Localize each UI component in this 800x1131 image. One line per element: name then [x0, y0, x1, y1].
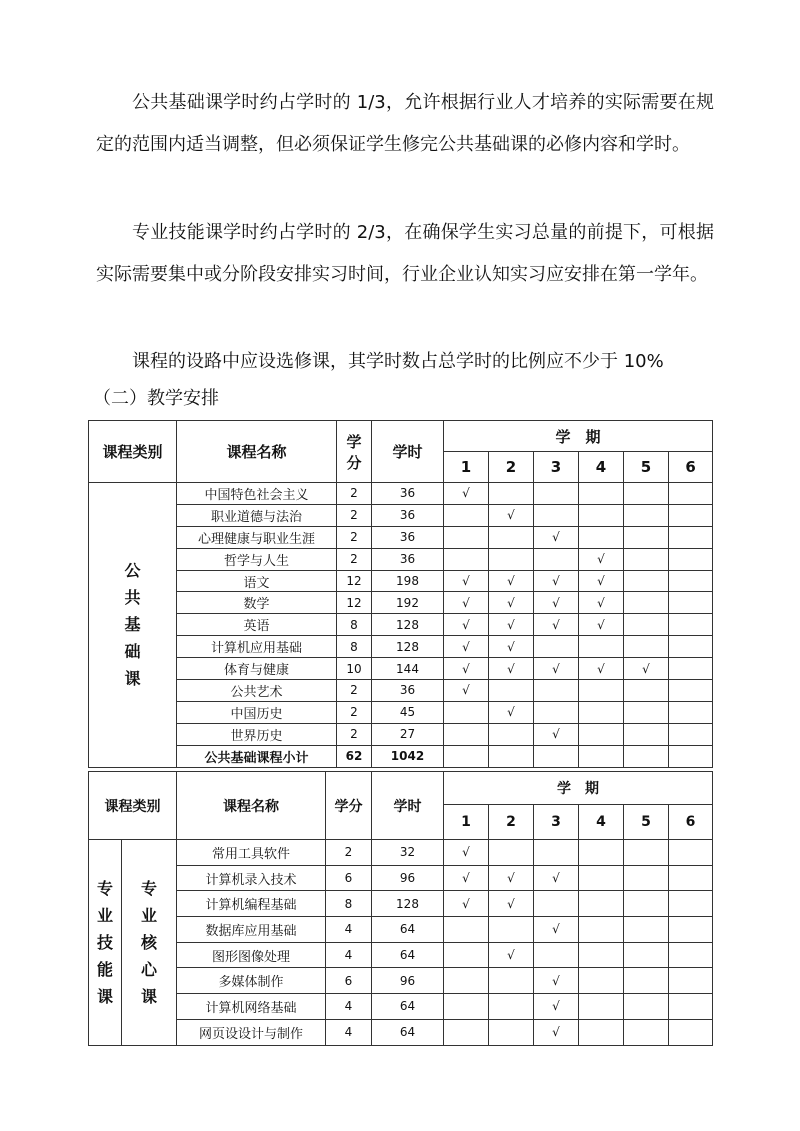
table-row — [89, 942, 713, 968]
term-check — [624, 994, 669, 1020]
term-check — [534, 636, 579, 658]
course-hours: 36 — [372, 548, 444, 570]
table-row — [89, 865, 713, 891]
term-check — [444, 1019, 489, 1045]
term-check: √ — [534, 968, 579, 994]
term-check — [489, 548, 534, 570]
course-name: 多媒体制作 — [177, 968, 326, 994]
course-hours: 96 — [372, 968, 444, 994]
course-name: 计算机录入技术 — [177, 865, 326, 891]
table-row — [89, 917, 713, 943]
subgroup-label-core-char: 心 — [140, 959, 157, 979]
course-name: 哲学与人生 — [177, 548, 337, 570]
course-name: 世界历史 — [177, 723, 337, 745]
term-check: √ — [444, 570, 489, 592]
term-check — [579, 994, 624, 1020]
course-name: 数据库应用基础 — [177, 917, 326, 943]
course-hours: 64 — [372, 994, 444, 1020]
group-label-public — [89, 483, 177, 768]
term-check — [579, 968, 624, 994]
empty-cell — [489, 745, 534, 767]
course-hours: 45 — [372, 701, 444, 723]
course-hours: 96 — [372, 865, 444, 891]
course-hours: 36 — [372, 483, 444, 505]
course-name: 英语 — [177, 614, 337, 636]
term-check — [579, 680, 624, 702]
term-check: √ — [444, 680, 489, 702]
term-check — [489, 723, 534, 745]
term-check — [579, 526, 624, 548]
subtotal-row — [89, 745, 713, 767]
term-check: √ — [534, 994, 579, 1020]
group-label-public-char: 课 — [124, 669, 141, 689]
term-check — [669, 614, 713, 636]
term-check — [669, 917, 713, 943]
table-row — [89, 636, 713, 658]
course-name: 计算机网络基础 — [177, 994, 326, 1020]
course-hours: 64 — [372, 1019, 444, 1045]
term-check: √ — [444, 840, 489, 866]
term-check — [534, 504, 579, 526]
term-check: √ — [489, 658, 534, 680]
term-check: √ — [489, 942, 534, 968]
term-check — [489, 526, 534, 548]
term-check: √ — [534, 526, 579, 548]
course-credits: 8 — [337, 636, 372, 658]
table-row — [89, 968, 713, 994]
header-credits-line1: 学 — [346, 432, 362, 451]
course-credits: 4 — [326, 994, 372, 1020]
table-row — [89, 658, 713, 680]
header-hours: 学时 — [372, 421, 444, 483]
group-label-professional-char: 专 — [96, 878, 113, 898]
term-check — [489, 680, 534, 702]
term-check — [624, 680, 669, 702]
course-hours: 36 — [372, 680, 444, 702]
term-check — [534, 680, 579, 702]
term-check — [624, 840, 669, 866]
course-credits: 8 — [337, 614, 372, 636]
term-check — [444, 723, 489, 745]
course-credits: 4 — [326, 942, 372, 968]
term-check — [624, 701, 669, 723]
course-name: 计算机编程基础 — [177, 891, 326, 917]
course-name: 图形图像处理 — [177, 942, 326, 968]
course-name: 网页设设计与制作 — [177, 1019, 326, 1045]
term-header: 1 — [444, 805, 489, 840]
term-header: 3 — [534, 805, 579, 840]
table-row — [89, 723, 713, 745]
term-check: √ — [489, 701, 534, 723]
term-check — [669, 1019, 713, 1045]
course-name: 心理健康与职业生涯 — [177, 526, 337, 548]
term-check — [579, 942, 624, 968]
table-row — [89, 701, 713, 723]
group-label-professional-char: 技 — [96, 932, 113, 952]
header-credits: 学分 — [326, 772, 372, 840]
term-check: √ — [489, 636, 534, 658]
course-credits: 10 — [337, 658, 372, 680]
term-check — [444, 994, 489, 1020]
header-semester: 学 期 — [444, 421, 713, 452]
term-check — [444, 968, 489, 994]
course-hours: 64 — [372, 917, 444, 943]
course-credits: 12 — [337, 592, 372, 614]
header-category: 课程类别 — [89, 772, 177, 840]
course-hours: 36 — [372, 504, 444, 526]
subtotal-label: 公共基础课程小计 — [177, 745, 337, 767]
term-check: √ — [444, 636, 489, 658]
term-check — [624, 1019, 669, 1045]
course-hours: 32 — [372, 840, 444, 866]
term-check: √ — [489, 570, 534, 592]
term-check: √ — [444, 614, 489, 636]
term-check: √ — [534, 917, 579, 943]
term-check — [669, 483, 713, 505]
term-header: 2 — [489, 805, 534, 840]
empty-cell — [579, 745, 624, 767]
course-hours: 36 — [372, 526, 444, 548]
group-label-public-char: 共 — [124, 588, 141, 608]
term-check — [534, 840, 579, 866]
term-check: √ — [534, 1019, 579, 1045]
subgroup-label-core-char: 核 — [140, 932, 157, 952]
term-check — [669, 840, 713, 866]
term-check — [669, 548, 713, 570]
term-check — [624, 942, 669, 968]
subgroup-label-core-char: 业 — [140, 905, 157, 925]
term-check — [534, 548, 579, 570]
course-credits: 8 — [326, 891, 372, 917]
term-check — [624, 570, 669, 592]
subgroup-label-core-char: 课 — [140, 986, 157, 1006]
course-hours: 27 — [372, 723, 444, 745]
term-check: √ — [444, 891, 489, 917]
course-name: 计算机应用基础 — [177, 636, 337, 658]
empty-cell — [444, 745, 489, 767]
header-credits — [337, 421, 372, 483]
term-check: √ — [534, 723, 579, 745]
course-credits: 4 — [326, 1019, 372, 1045]
table-row — [89, 548, 713, 570]
course-name: 常用工具软件 — [177, 840, 326, 866]
term-check — [669, 723, 713, 745]
term-check — [444, 701, 489, 723]
paragraph-electives: 课程的设路中应设选修课，其学时数占总学时的比例应不少于 10% — [132, 351, 664, 372]
term-check: √ — [489, 614, 534, 636]
term-check — [669, 526, 713, 548]
term-header: 5 — [624, 452, 669, 483]
term-check — [669, 636, 713, 658]
table-row — [89, 1019, 713, 1045]
course-credits: 6 — [326, 968, 372, 994]
group-label-professional-char: 能 — [96, 959, 113, 979]
term-check — [669, 701, 713, 723]
group-label-professional-char: 课 — [96, 986, 113, 1006]
course-hours: 198 — [372, 570, 444, 592]
table-row — [89, 840, 713, 866]
term-header: 6 — [669, 452, 713, 483]
section-heading: （二）教学安排 — [93, 388, 219, 409]
paragraph-public-courses: 公共基础课学时约占学时的 1/3，允许根据行业人才培养的实际需要在规定的范围内适当调整，但必须保证学生修完公共基础课的必修内容和学时。 — [96, 92, 714, 155]
term-check — [669, 968, 713, 994]
term-check — [489, 1019, 534, 1045]
group-label-professional-char: 业 — [96, 905, 113, 925]
term-check — [579, 504, 624, 526]
term-check — [489, 840, 534, 866]
term-check — [579, 917, 624, 943]
term-check — [624, 917, 669, 943]
term-check — [669, 994, 713, 1020]
term-header: 6 — [669, 805, 713, 840]
term-check — [579, 636, 624, 658]
table-row — [89, 570, 713, 592]
header-course-name: 课程名称 — [177, 772, 326, 840]
term-header: 3 — [534, 452, 579, 483]
term-header: 5 — [624, 805, 669, 840]
term-check — [669, 865, 713, 891]
course-hours: 128 — [372, 636, 444, 658]
header-category: 课程类别 — [89, 421, 177, 483]
course-name: 中国历史 — [177, 701, 337, 723]
term-check — [624, 483, 669, 505]
term-check — [579, 1019, 624, 1045]
group-label-public-char: 基 — [124, 615, 141, 635]
group-label-public-char: 公 — [124, 561, 141, 581]
table-row — [89, 483, 713, 505]
course-hours: 128 — [372, 614, 444, 636]
term-check: √ — [444, 658, 489, 680]
term-check: √ — [579, 658, 624, 680]
term-check — [534, 891, 579, 917]
header-semester: 学 期 — [444, 772, 713, 805]
term-check: √ — [534, 614, 579, 636]
course-credits: 2 — [337, 548, 372, 570]
term-check: √ — [624, 658, 669, 680]
course-name: 语文 — [177, 570, 337, 592]
course-name: 中国特色社会主义 — [177, 483, 337, 505]
term-check — [669, 592, 713, 614]
term-check: √ — [579, 570, 624, 592]
term-check: √ — [534, 570, 579, 592]
course-hours: 192 — [372, 592, 444, 614]
course-credits: 4 — [326, 917, 372, 943]
group-label-professional — [89, 840, 122, 1046]
table-row — [89, 891, 713, 917]
course-credits: 2 — [337, 680, 372, 702]
term-check — [579, 891, 624, 917]
term-check: √ — [579, 548, 624, 570]
course-credits: 6 — [326, 865, 372, 891]
subgroup-label-core — [122, 840, 177, 1046]
term-check — [669, 891, 713, 917]
term-check — [489, 994, 534, 1020]
group-label-public-char: 础 — [124, 642, 141, 662]
term-check — [444, 942, 489, 968]
term-check: √ — [444, 483, 489, 505]
subtotal-credits: 62 — [337, 745, 372, 767]
course-name: 职业道德与法治 — [177, 504, 337, 526]
header-course-name: 课程名称 — [177, 421, 337, 483]
term-header: 4 — [579, 805, 624, 840]
term-check: √ — [534, 865, 579, 891]
table-row — [89, 526, 713, 548]
term-check — [534, 701, 579, 723]
header-credits-line2: 分 — [346, 453, 362, 472]
course-credits: 2 — [337, 504, 372, 526]
course-name: 公共艺术 — [177, 680, 337, 702]
term-check: √ — [489, 504, 534, 526]
term-header: 4 — [579, 452, 624, 483]
course-credits: 2 — [337, 723, 372, 745]
term-check — [669, 570, 713, 592]
table-row — [89, 504, 713, 526]
public-courses-table — [88, 420, 713, 768]
term-check — [624, 723, 669, 745]
term-check: √ — [579, 592, 624, 614]
table-row — [89, 680, 713, 702]
term-check — [624, 548, 669, 570]
term-check: √ — [579, 614, 624, 636]
term-check — [624, 891, 669, 917]
term-check — [444, 917, 489, 943]
course-credits: 2 — [337, 526, 372, 548]
term-check — [489, 917, 534, 943]
term-check — [624, 614, 669, 636]
empty-cell — [534, 745, 579, 767]
term-check: √ — [489, 865, 534, 891]
term-check: √ — [534, 658, 579, 680]
term-check — [624, 865, 669, 891]
term-check — [444, 504, 489, 526]
term-check: √ — [489, 592, 534, 614]
course-credits: 2 — [326, 840, 372, 866]
term-check — [444, 548, 489, 570]
paragraph-professional-courses: 专业技能课学时约占学时的 2/3，在确保学生实习总量的前提下，可根据实际需要集中或分阶段安排实习时间，行业企业认知实习应安排在第一学年。 — [96, 222, 714, 285]
subtotal-hours: 1042 — [372, 745, 444, 767]
term-check — [579, 701, 624, 723]
term-check — [579, 840, 624, 866]
term-check — [624, 968, 669, 994]
table-row — [89, 994, 713, 1020]
term-header: 2 — [489, 452, 534, 483]
term-check — [579, 483, 624, 505]
course-hours: 144 — [372, 658, 444, 680]
term-check — [489, 968, 534, 994]
term-check: √ — [444, 592, 489, 614]
term-check: √ — [444, 865, 489, 891]
term-check — [579, 723, 624, 745]
term-check — [624, 504, 669, 526]
term-check — [444, 526, 489, 548]
term-check: √ — [534, 592, 579, 614]
term-check — [624, 526, 669, 548]
term-check — [669, 942, 713, 968]
course-credits: 2 — [337, 483, 372, 505]
term-check — [624, 592, 669, 614]
term-check: √ — [489, 891, 534, 917]
term-check — [624, 636, 669, 658]
empty-cell — [624, 745, 669, 767]
course-hours: 64 — [372, 942, 444, 968]
term-header: 1 — [444, 452, 489, 483]
table-row — [89, 614, 713, 636]
course-name: 体育与健康 — [177, 658, 337, 680]
course-credits: 12 — [337, 570, 372, 592]
term-check — [534, 483, 579, 505]
empty-cell — [669, 745, 713, 767]
term-check — [669, 658, 713, 680]
header-hours: 学时 — [372, 772, 444, 840]
course-name: 数学 — [177, 592, 337, 614]
table-row — [89, 592, 713, 614]
term-check — [489, 483, 534, 505]
subgroup-label-core-char: 专 — [140, 878, 157, 898]
term-check — [534, 942, 579, 968]
course-credits: 2 — [337, 701, 372, 723]
term-check — [669, 504, 713, 526]
course-hours: 128 — [372, 891, 444, 917]
term-check — [579, 865, 624, 891]
term-check — [669, 680, 713, 702]
professional-courses-table — [88, 771, 713, 1046]
